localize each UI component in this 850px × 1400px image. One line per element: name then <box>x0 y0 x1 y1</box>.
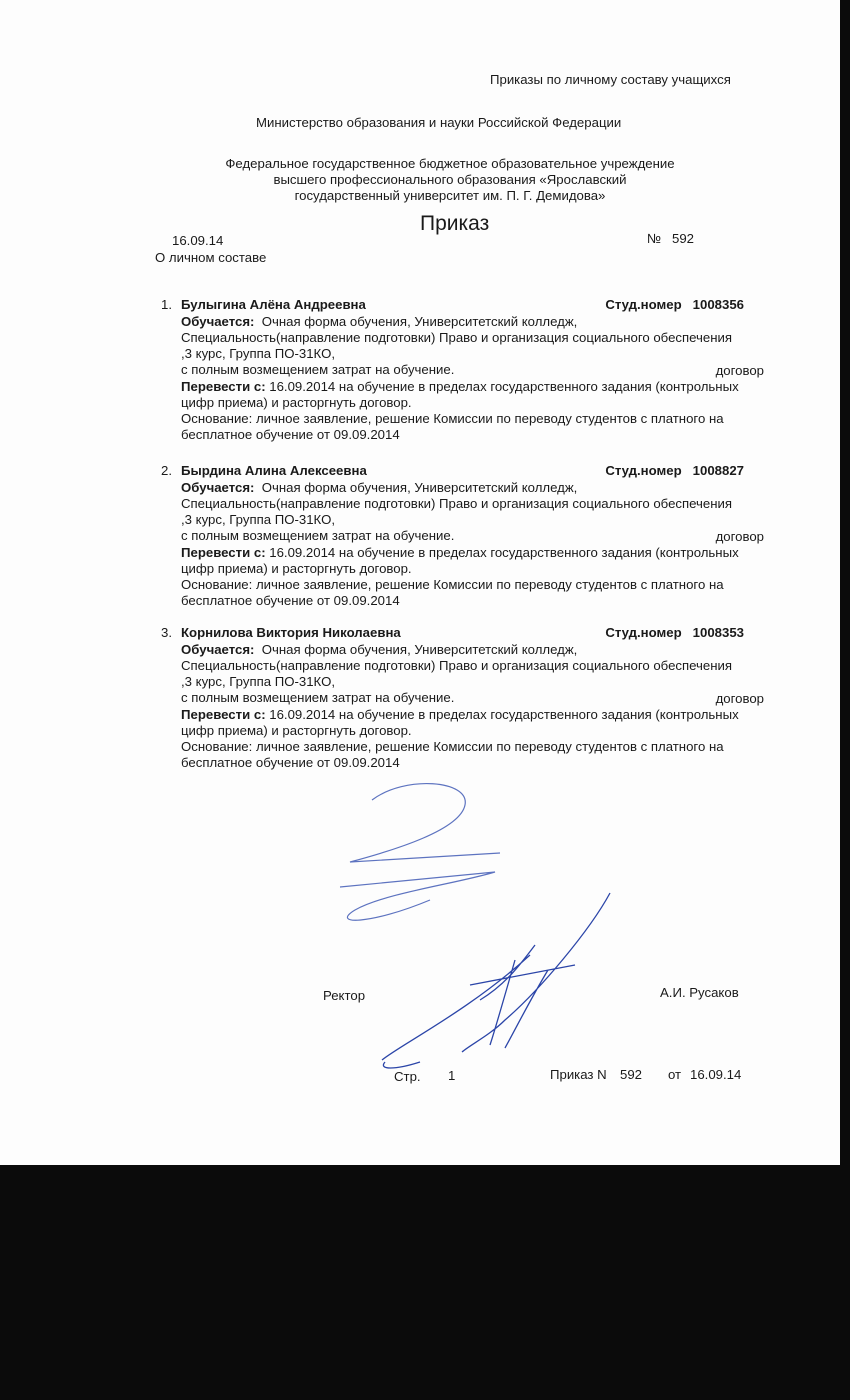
order-date: 16.09.14 <box>172 233 224 248</box>
organization-line-2: высшего профессионального образования «Ярославский <box>273 172 627 187</box>
handwritten-mark <box>340 784 500 921</box>
group-line: ,3 курс, Группа ПО-31КО, <box>181 346 335 361</box>
transfer-text: 16.09.2014 на обучение в пределах государственного задания (контрольных <box>269 379 739 394</box>
student-number: 1008356 <box>692 297 744 312</box>
order-number: 592 <box>672 231 695 246</box>
student-name: Булыгина Алёна Андреевна <box>181 297 366 312</box>
student-number: 1008827 <box>692 463 744 478</box>
order-subject: О личном составе <box>155 250 267 265</box>
studies-label: Обучается: <box>181 642 255 657</box>
specialty-line: Специальность(направление подготовки) Право и организация социального обеспечения <box>181 658 733 673</box>
basis-line-2: бесплатное обучение от 09.09.2014 <box>181 427 400 442</box>
document-title: Приказ <box>420 212 490 235</box>
transfer-continuation: цифр приема) и расторгнуть договор. <box>181 395 412 410</box>
signatory-position: Ректор <box>323 988 366 1003</box>
footer-page-number: 1 <box>448 1068 456 1083</box>
footer-from-label: от <box>668 1067 682 1082</box>
document-category: Приказы по личному составу учащихся <box>490 72 731 87</box>
basis-line-1: Основание: личное заявление, решение Комиссии по переводу студентов с платного на <box>181 411 724 426</box>
entry-index: 3. <box>161 625 172 640</box>
transfer-text: 16.09.2014 на обучение в пределах государственного задания (контрольных <box>269 545 739 560</box>
organization-line-1: Федеральное государственное бюджетное образовательное учреждение <box>225 156 675 171</box>
student-number-label: Студ.номер <box>605 625 682 640</box>
signature-mark <box>382 893 610 1068</box>
transfer-label: Перевести с: <box>181 379 266 394</box>
group-line: ,3 курс, Группа ПО-31КО, <box>181 674 335 689</box>
student-number: 1008353 <box>692 625 744 640</box>
transfer-text: 16.09.2014 на обучение в пределах государственного задания (контрольных <box>269 707 739 722</box>
footer-page-label: Стр. <box>394 1069 421 1084</box>
student-name: Корнилова Виктория Николаевна <box>181 625 401 640</box>
ministry-name: Министерство образования и науки Российской Федерации <box>256 115 622 130</box>
specialty-line: Специальность(направление подготовки) Право и организация социального обеспечения <box>181 496 733 511</box>
payment-line: с полным возмещением затрат на обучение. <box>181 528 455 543</box>
basis-line-2: бесплатное обучение от 09.09.2014 <box>181 593 400 608</box>
transfer-label: Перевести с: <box>181 707 266 722</box>
group-line: ,3 курс, Группа ПО-31КО, <box>181 512 335 527</box>
specialty-line: Специальность(направление подготовки) Право и организация социального обеспечения <box>181 330 733 345</box>
payment-line: с полным возмещением затрат на обучение. <box>181 362 455 377</box>
payment-line: с полным возмещением затрат на обучение. <box>181 690 455 705</box>
entry-index: 2. <box>161 463 172 478</box>
studies-label: Обучается: <box>181 314 255 329</box>
transfer-continuation: цифр приема) и расторгнуть договор. <box>181 723 412 738</box>
studies-text: Очная форма обучения, Университетский колледж, <box>261 480 578 495</box>
student-number-label: Студ.номер <box>605 297 682 312</box>
footer-order-number: 592 <box>620 1067 643 1082</box>
transfer-label: Перевести с: <box>181 545 266 560</box>
studies-text: Очная форма обучения, Университетский колледж, <box>261 314 578 329</box>
footer-date: 16.09.14 <box>690 1067 742 1082</box>
student-number-label: Студ.номер <box>605 463 682 478</box>
signatory-name: А.И. Русаков <box>660 985 739 1000</box>
order-number-label: № <box>647 231 662 246</box>
contract-type: договор <box>715 529 764 544</box>
student-name: Бырдина Алина Алексеевна <box>181 463 367 478</box>
transfer-continuation: цифр приема) и расторгнуть договор. <box>181 561 412 576</box>
basis-line-2: бесплатное обучение от 09.09.2014 <box>181 755 400 770</box>
basis-line-1: Основание: личное заявление, решение Комиссии по переводу студентов с платного на <box>181 739 724 754</box>
studies-label: Обучается: <box>181 480 255 495</box>
entry-index: 1. <box>161 297 172 312</box>
basis-line-1: Основание: личное заявление, решение Комиссии по переводу студентов с платного на <box>181 577 724 592</box>
organization-line-3: государственный университет им. П. Г. Демидова» <box>294 188 606 203</box>
contract-type: договор <box>715 691 764 706</box>
contract-type: договор <box>715 363 764 378</box>
studies-text: Очная форма обучения, Университетский колледж, <box>261 642 578 657</box>
footer-order-label: Приказ N <box>550 1067 607 1082</box>
